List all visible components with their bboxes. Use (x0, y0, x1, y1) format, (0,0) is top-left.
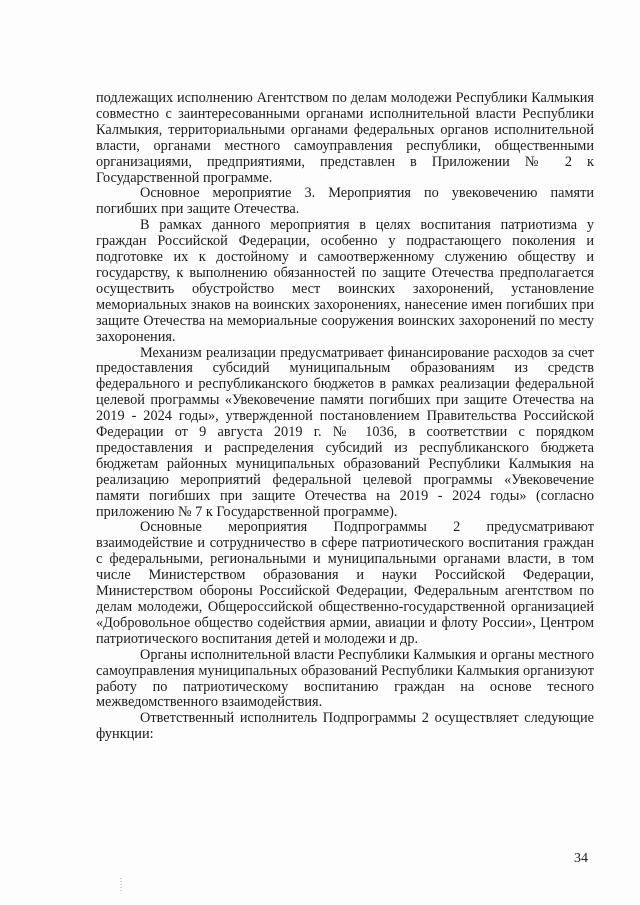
paragraph-executive-bodies: Органы исполнительной власти Республики Калмыкия и органы местного самоуправления муниципальных образований Республики Калмыкия организуют работу по патриотическому воспитанию граждан на основе тесного межведомственного взаимодействия. (96, 646, 594, 711)
body-text (96, 91, 594, 743)
paragraph-responsible-executor: Ответственный исполнитель Подпрограммы 2 осуществляет следующие функции: (96, 710, 594, 743)
paragraph-activity-scope: В рамках данного мероприятия в целях воспитания патриотизма у граждан Российской Федерации, особенно у подрастающего поколения и подготовке их к достойному и самоотверженному служению обществу и государству, к выполнению обязанностей по защите Отечества предполагается осуществить обустройство мест воинских захоронений, установление мемориальных знаков на воинских захоронениях, нанесение имен погибших при защите Отечества на мемориальные сооружения воинских захоронений по месту захоронения. (96, 217, 594, 345)
paragraph-implementation-mechanism: Механизм реализации предусматривает финансирование расходов за счет предоставления субсидий муниципальным образованиям из средств федерального и республиканского бюджетов в рамках реализации федеральной целевой программы «Увековечение памяти погибших при защите Отечества на 2019 - 2024 годы», утвержденной постановлением Правительства Российской Федерации от 9 августа 2019 г. № 1036, в соответствии с порядком предоставления и распределения субсидий из республиканского бюджета бюджетам районных муниципальных образований Республики Калмыкия на реализацию мероприятий федеральной целевой программы «Увековечение памяти погибших при защите Отечества на 2019 - 2024 годы» (согласно приложению № 7 к Государственной программе). (96, 344, 594, 520)
paragraph-cooperation: Основные мероприятия Подпрограммы 2 предусматривают взаимодействие и сотрудничество в сфере патриотического воспитания граждан с федеральными, региональными и муниципальными органами власти, в том числе Министерством образования и науки Российской Федерации, Министерством обороны Российской Федерации, Федеральным агентством по делам молодежи, Общероссийской общественно-государственной организацией «Добровольное общество содействия армии, авиации и флоту России», Центром патриотического воспитания детей и молодежи и др. (96, 519, 594, 647)
paragraph-main-activity-3: Основное мероприятие 3. Мероприятия по увековечению памяти погибших при защите Отечества. (96, 185, 594, 218)
paragraph-continuation: подлежащих исполнению Агентством по делам молодежи Республики Калмыкия совместно с заинтересованными органами исполнительной власти Республики Калмыкия, территориальными органами федеральных органов исполнительной власти, органами местного самоуправления республики, общественными организациями, предприятиями, представлен в Приложении № 2 к Государственной программе. (96, 90, 594, 186)
page-number: 34 (574, 851, 588, 866)
scan-artifact (120, 878, 122, 892)
